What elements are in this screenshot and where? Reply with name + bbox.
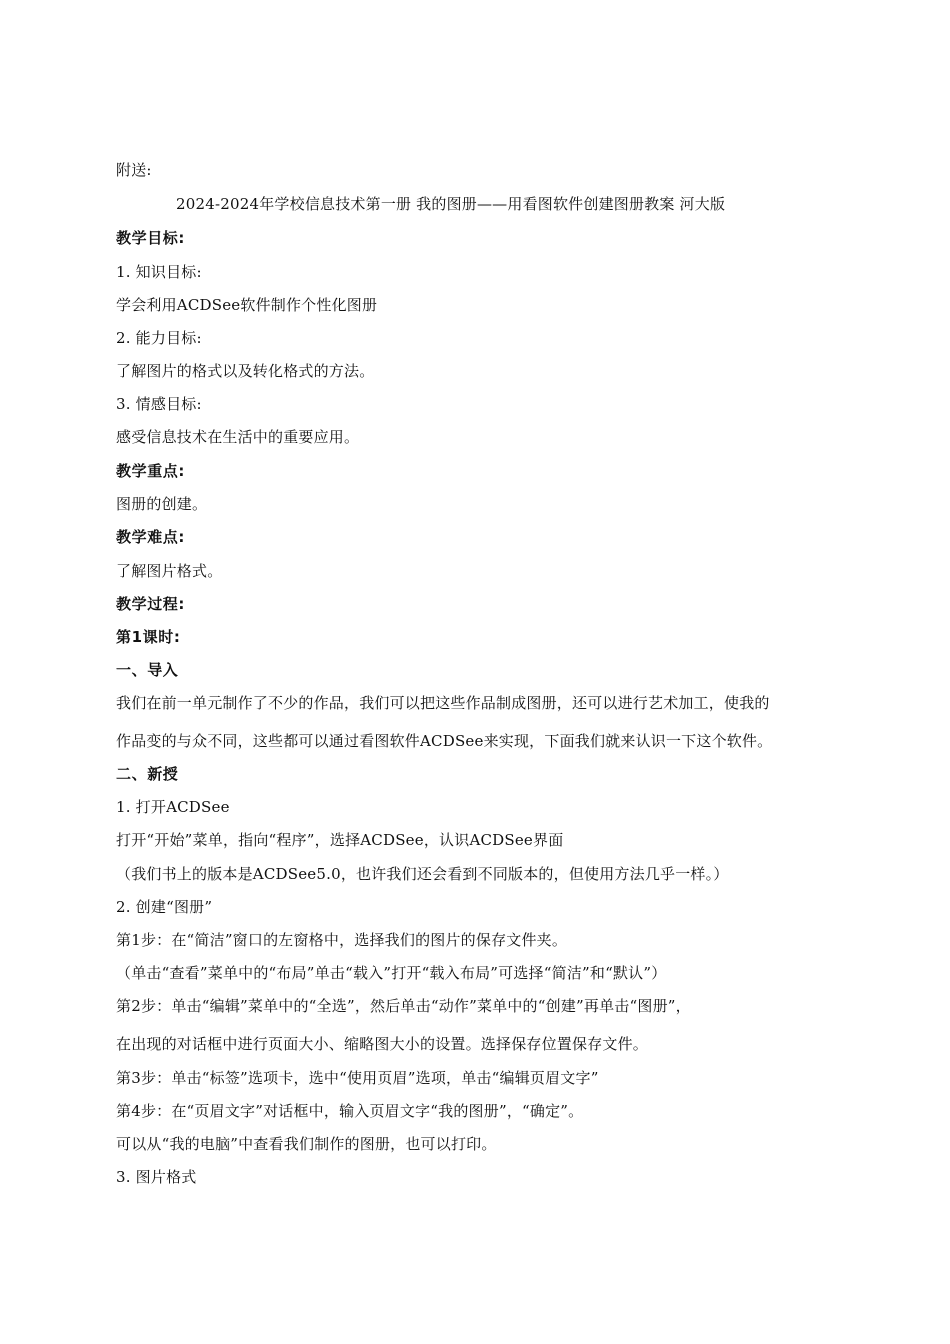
- process-heading: 教学过程:: [116, 595, 185, 613]
- create-step-1-note: （单击“查看”菜单中的“布局”单击“载入”打开“载入布局”可选择“简洁”和“默认”）: [116, 964, 667, 982]
- objectives-heading: 教学目标:: [116, 229, 185, 247]
- key-point-heading: 教学重点:: [116, 462, 185, 480]
- ability-objective-label: 2. 能力目标:: [116, 329, 202, 347]
- create-step-3: 第3步：单击“标签”选项卡，选中“使用页眉”选项，单击“编辑页眉文字”: [116, 1069, 599, 1087]
- open-acdsee-title: 1. 打开ACDSee: [116, 798, 230, 816]
- difficult-point-text: 了解图片格式。: [116, 562, 223, 580]
- view-print-note: 可以从“我的电脑”中查看我们制作的图册，也可以打印。: [116, 1135, 497, 1153]
- intro-paragraph-line-2: 作品变的与众不同，这些都可以通过看图软件ACDSee来实现，下面我们就来认识一下这个软件。: [116, 732, 773, 750]
- image-format-title: 3. 图片格式: [116, 1168, 197, 1186]
- create-album-title: 2. 创建“图册”: [116, 898, 213, 916]
- create-step-2-line-2: 在出现的对话框中进行页面大小、缩略图大小的设置。选择保存位置保存文件。: [116, 1035, 649, 1053]
- emotion-objective-text: 感受信息技术在生活中的重要应用。: [116, 428, 360, 446]
- knowledge-objective-text: 学会利用ACDSee软件制作个性化图册: [116, 296, 378, 314]
- intro-paragraph-line-1: 我们在前一单元制作了不少的作品，我们可以把这些作品制成图册，还可以进行艺术加工，使我的: [116, 694, 770, 712]
- document-title: 2024-2024年学校信息技术第一册 我的图册——用看图软件创建图册教案 河大版: [176, 195, 726, 213]
- intro-heading: 一、导入: [116, 661, 179, 679]
- create-step-4: 第4步：在“页眉文字”对话框中，输入页眉文字“我的图册”，“确定”。: [116, 1102, 584, 1120]
- open-acdsee-text: 打开“开始”菜单，指向“程序”，选择ACDSee，认识ACDSee界面: [116, 831, 564, 849]
- create-step-1: 第1步：在“简洁”窗口的左窗格中，选择我们的图片的保存文件夹。: [116, 931, 568, 949]
- key-point-text: 图册的创建。: [116, 495, 208, 513]
- open-acdsee-note: （我们书上的版本是ACDSee5.0，也许我们还会看到不同版本的，但使用方法几乎一样。）: [116, 865, 729, 883]
- lesson-label: 第1课时:: [116, 628, 181, 646]
- difficult-point-heading: 教学难点:: [116, 528, 185, 546]
- create-step-2-line-1: 第2步：单击“编辑”菜单中的“全选”，然后单击“动作”菜单中的“创建”再单击“图册”，: [116, 997, 691, 1015]
- ability-objective-text: 了解图片的格式以及转化格式的方法。: [116, 362, 375, 380]
- attachment-label: 附送:: [116, 161, 152, 179]
- knowledge-objective-label: 1. 知识目标:: [116, 263, 202, 281]
- new-lesson-heading: 二、新授: [116, 765, 179, 783]
- emotion-objective-label: 3. 情感目标:: [116, 395, 202, 413]
